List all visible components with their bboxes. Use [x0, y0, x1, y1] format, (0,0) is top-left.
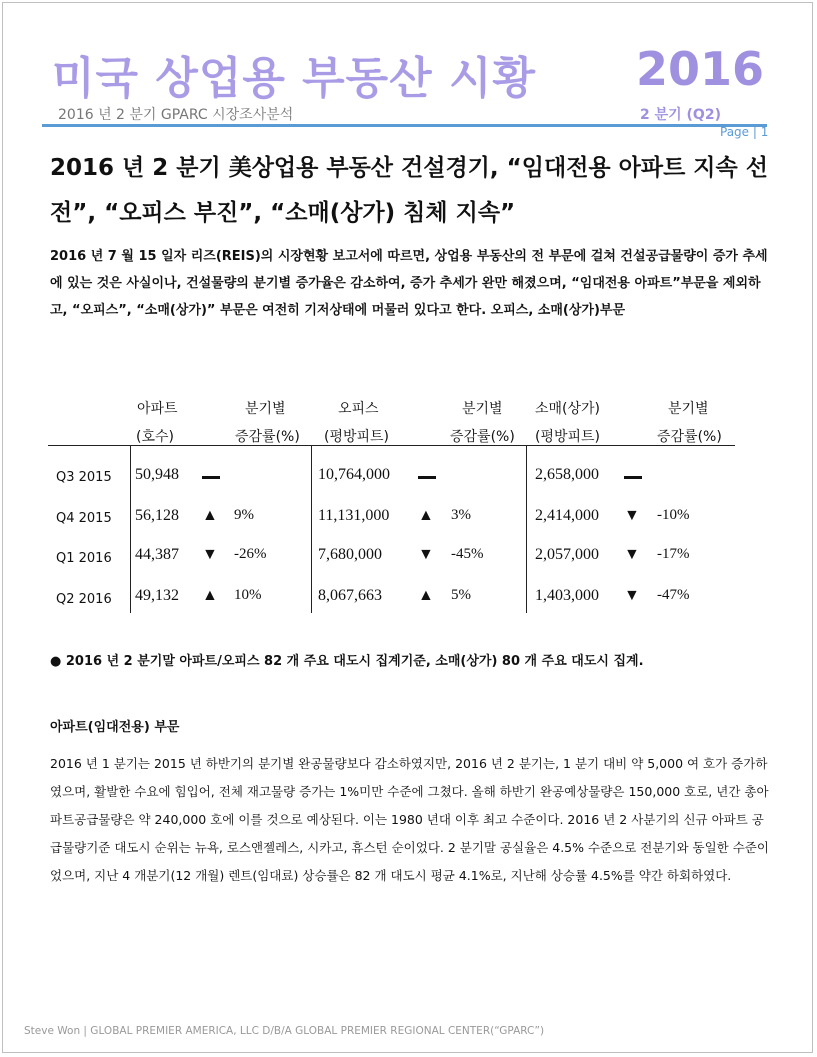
- page-number: Page | 1: [720, 125, 769, 139]
- th-office-chg2: 증감률(%): [450, 429, 515, 445]
- table-note: ● 2016 년 2 분기말 아파트/오피스 82 개 주요 대도시 집계기준, 소매(상가) 80 개 주요 대도시 집계.: [50, 654, 644, 669]
- retail-value: 2,414,000: [535, 507, 599, 524]
- th-apt-chg: 분기별: [245, 401, 286, 417]
- retail-value: 2,057,000: [535, 546, 599, 563]
- row-label: Q4 2015: [56, 511, 112, 526]
- report-title: 미국 상업용 부동산 시황: [52, 53, 536, 104]
- office-pct: -45%: [451, 546, 484, 562]
- down-arrow-icon: ▼: [624, 546, 640, 563]
- office-pct: 3%: [451, 507, 471, 523]
- th-office-unit: (평방피트): [324, 429, 390, 445]
- apt-pct: -26%: [234, 546, 267, 562]
- th-retail-chg2: 증감률(%): [657, 429, 722, 445]
- down-arrow-icon: ▼: [624, 507, 640, 524]
- table-header-rule: [48, 445, 735, 446]
- office-value: 11,131,000: [318, 507, 390, 524]
- th-office: 오피스: [338, 401, 379, 417]
- report-subtitle: 2016 년 2 분기 GPARC 시장조사분석: [58, 107, 294, 123]
- intro-paragraph: 2016 년 7 월 15 일자 리즈(REIS)의 시장현황 보고서에 따르면, 상업용 부동산의 전 부문에 걸쳐 건설공급물량이 증가 추세에 있는 것은 사실이나, 건설물량의 분기별 증가율은 감소하여, 증가 추세가 완만 해졌으며, “임대전용 아파트”부문을 제외하고, “오피스”, “소매(상가)” 부문은 여전히 기저상태에 머물러 있다고 한다. 오피스, 소매(상가)부문: [50, 249, 768, 318]
- retail-pct: -47%: [657, 587, 690, 603]
- down-arrow-icon: ▼: [624, 587, 640, 604]
- apt-pct: 9%: [234, 507, 254, 523]
- no-change-mark: [418, 476, 436, 479]
- office-pct: 5%: [451, 587, 471, 603]
- body-paragraph: 2016 년 1 분기는 2015 년 하반기의 분기별 완공물량보다 감소하였지만, 2016 년 2 분기는, 1 분기 대비 약 5,000 여 호가 증가하였으며, 활발한 수요에 힘입어, 전체 재고물량 증가는 1%미만 수준에 그쳤다. 올해 하반기 완공예상물량은 150,000 호로, 년간 총아파트공급물량은 약 240,000 호에 이를 것으로 예상된다. 이는 1980 년대 이후 최고 수준이다. 2016 년 2 사분기의 신규 아파트 공급물량기준 대도시 순위는 뉴욕, 로스앤젤레스, 시카고, 휴스턴 순이었다. 2 분기말 공실율은 4.5% 수준으로 전분기와 동일한 수준이었으며, 지난 4 개분기(12 개월) 렌트(임대료) 상승률은 82 개 대도시 평균 4.1%로, 지난해 상승률 4.5%를 약간 하회하였다.: [50, 756, 769, 883]
- up-arrow-icon: ▲: [202, 587, 218, 604]
- no-change-mark: [624, 476, 642, 479]
- up-arrow-icon: ▲: [418, 587, 434, 604]
- table-divider: [130, 445, 131, 613]
- construction-table: [48, 394, 738, 614]
- row-label: Q2 2016: [56, 592, 112, 607]
- apt-value: 50,948: [135, 466, 179, 483]
- down-arrow-icon: ▼: [202, 546, 218, 563]
- apt-value: 56,128: [135, 507, 179, 524]
- row-label: Q3 2015: [56, 470, 112, 485]
- up-arrow-icon: ▲: [202, 507, 218, 524]
- up-arrow-icon: ▲: [418, 507, 434, 524]
- table-divider: [311, 445, 312, 613]
- th-retail-chg: 분기별: [668, 401, 709, 417]
- office-value: 7,680,000: [318, 546, 382, 563]
- th-retail: 소매(상가): [535, 401, 601, 417]
- th-apt-chg2: 증감률(%): [235, 429, 300, 445]
- apt-value: 44,387: [135, 546, 179, 563]
- report-quarter: 2 분기 (Q2): [640, 107, 721, 123]
- down-arrow-icon: ▼: [418, 546, 434, 563]
- row-label: Q1 2016: [56, 551, 112, 566]
- section-title: 아파트(임대전용) 부문: [50, 720, 180, 735]
- footer: Steve Won | GLOBAL PREMIER AMERICA, LLC D/B/A GLOBAL PREMIER REGIONAL CENTER(“GPARC”): [24, 1025, 545, 1037]
- apt-pct: 10%: [234, 587, 262, 603]
- headline: 2016 년 2 분기 美상업용 부동산 건설경기, “임대전용 아파트 지속 선전”, “오피스 부진”, “소매(상가) 침체 지속”: [50, 155, 768, 226]
- header-rule: [42, 124, 767, 127]
- retail-pct: -17%: [657, 546, 690, 562]
- th-office-chg: 분기별: [462, 401, 503, 417]
- th-apt-unit: (호수): [136, 429, 174, 445]
- office-value: 8,067,663: [318, 587, 382, 604]
- report-year: 2016: [636, 42, 765, 96]
- office-value: 10,764,000: [318, 466, 390, 483]
- apt-value: 49,132: [135, 587, 179, 604]
- th-retail-unit: (평방피트): [535, 429, 601, 445]
- th-apt: 아파트: [137, 401, 178, 417]
- no-change-mark: [202, 476, 220, 479]
- retail-value: 2,658,000: [535, 466, 599, 483]
- retail-value: 1,403,000: [535, 587, 599, 604]
- table-divider: [526, 445, 527, 613]
- retail-pct: -10%: [657, 507, 690, 523]
